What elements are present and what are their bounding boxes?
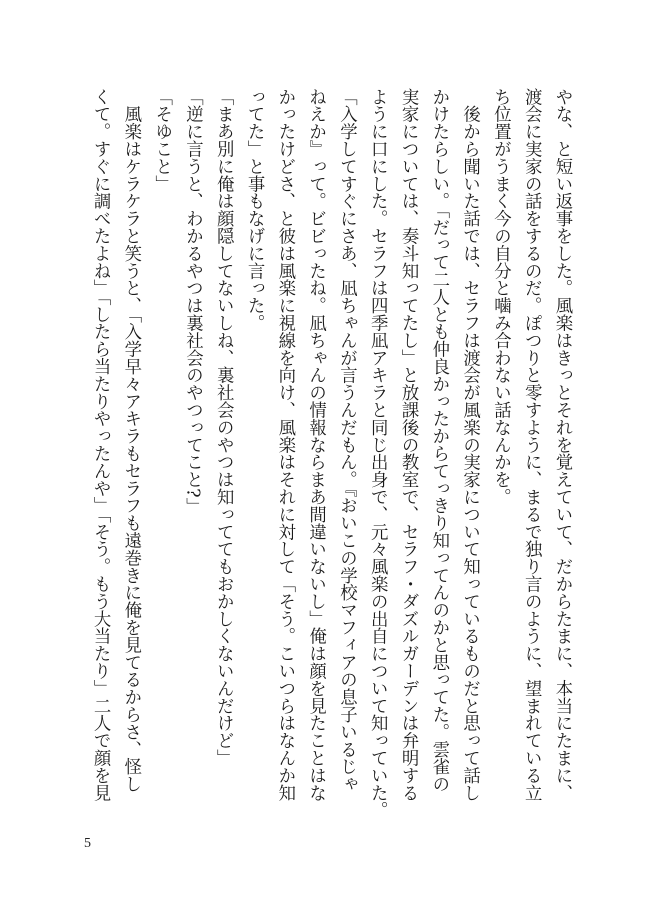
text-line: くて。すぐに調べたよね」「したら当たりやったんや」「そう。もう大当たり」二人で顔を見	[90, 88, 111, 802]
text-line: ってた」と事もなげに言った。	[244, 88, 265, 332]
page-number: 5	[84, 836, 91, 851]
text-line: かけたらしい。「だって二人とも仲良かったからてっきり知ってんのかと思ってた。雲雀の	[428, 88, 449, 793]
text-line: 後から聞いた話では、セラフは渡会が風楽の実家について知っているものだと思って話し	[459, 88, 480, 802]
text-line: ねえか』って。ビビったね。凪ちゃんの情報ならまあ間違いないし」俺は顔を見たことはな	[305, 88, 326, 802]
vertical-text-body	[47, 88, 577, 828]
text-line: やな、と短い返事をした。風楽はきっとそれを覚えていて、だからたまに、本当にたまに、	[552, 88, 572, 802]
text-line: 「まあ別に俺は顔隠してないしね、裏社会のやつは知っててもおかしくないんだけど」	[213, 88, 234, 767]
text-line: 「そゆこと」	[151, 88, 172, 193]
text-line: かったけどさ、と彼は風楽に視線を向け、風楽はそれに対して「そう。こいつらはなんか知	[274, 88, 295, 802]
text-line: ち位置がうまく今の自分と噛み合わない話なんかを。	[490, 88, 511, 506]
text-line: ように口にした。セラフは四季凪アキラと同じ出身で、元々風楽の出自について知っていた。	[367, 88, 388, 819]
text-line: 渡会に実家の話をするのだ。ぽつりと零すように、まるで独り言のように、望まれている立	[521, 88, 542, 802]
text-line: 「逆に言うと、わかるやつは裏社会のやつってこと?」	[182, 88, 203, 515]
text-line: 「入学してすぐにさあ、凪ちゃんが言うんだもん。『おいこの学校マフィアの息子いるじゃ	[336, 88, 357, 793]
text-line: 風楽はケラケラと笑うと、「入学早々アキラもセラフも遠巻きに俺を見てるからさ、怪し	[120, 88, 141, 793]
text-line: 実家については、奏斗知ってたし」と放課後の教室で、セラフ・ダズルガーデンは弁明する	[398, 88, 419, 802]
